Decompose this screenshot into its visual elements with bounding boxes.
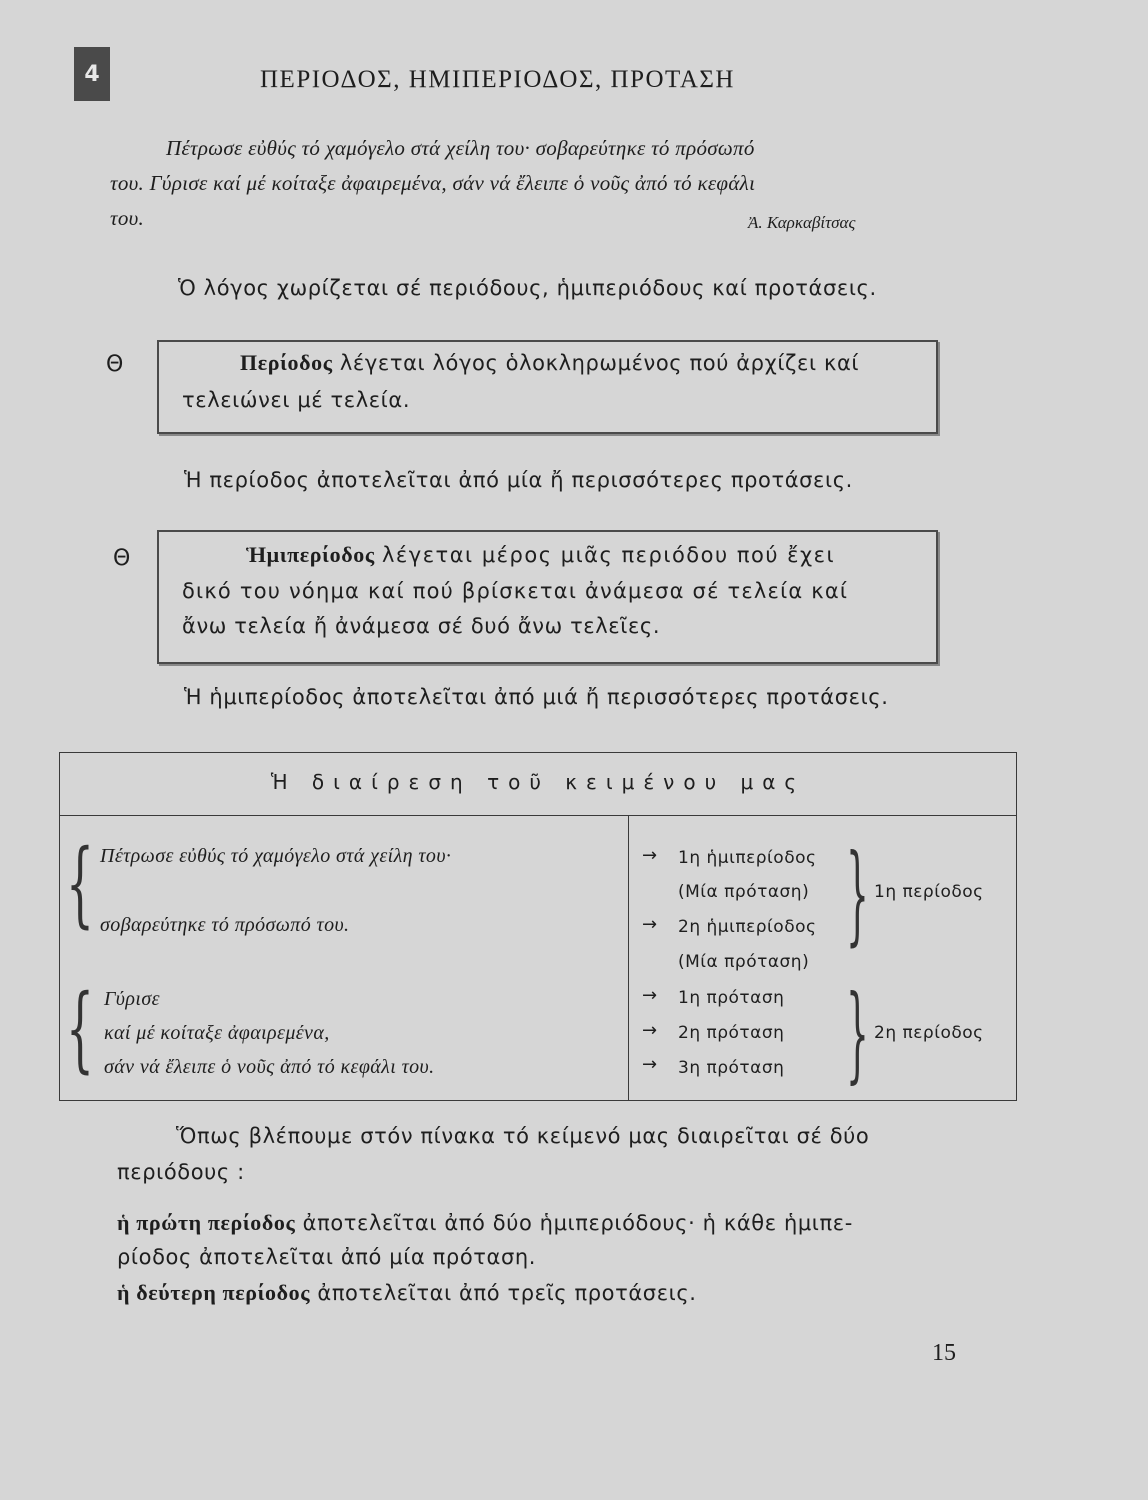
definition-hemiperiod-line-2: δικό του νόημα καί πού βρίσκεται ἀνάμεσα σέ τελεία καί: [182, 579, 849, 603]
table-period2-text-2: καί μέ κοίταξε ἀφαιρεμένα,: [104, 1022, 330, 1044]
first-period-line-1: [117, 1210, 853, 1236]
table-period2-part-1: 1η πρόταση: [678, 988, 785, 1008]
first-period-text: ἀποτελεῖται ἀπό δύο ἡμιπεριόδους· ἡ κάθε ἡμιπε-: [302, 1211, 853, 1235]
table-period1-label: 1η περίοδος: [874, 882, 984, 902]
page-number: 15: [932, 1340, 956, 1366]
arrow-icon: →: [642, 914, 658, 935]
table-period1-part-1: 1η ἡμιπερίοδος: [678, 848, 817, 868]
table-period2-text-1: Γύρισε: [104, 988, 160, 1010]
quote-line-2: του. Γύρισε καί μέ κοίταξε ἀφαιρεμένα, σάν νά ἔλειπε ὁ νοῦς ἀπό τό κεφάλι: [110, 171, 756, 195]
quote-author: Ἀ. Καρκαβίτσας: [748, 213, 856, 232]
table-period1-part-3: 2η ἡμιπερίοδος: [678, 917, 817, 937]
table-header-rule: [59, 815, 1017, 816]
term-second-period: ἡ δεύτερη περίοδος: [117, 1280, 311, 1305]
arrow-icon: →: [642, 1020, 658, 1041]
conclusion-line-1: Ὅπως βλέπουμε στόν πίνακα τό κείμενό μας διαιρεῖται σέ δύο: [176, 1124, 870, 1148]
chapter-title: ΠΕΡΙΟΔΟΣ, ΗΜΙΠΕΡΙΟΔΟΣ, ΠΡΟΤΑΣΗ: [260, 66, 735, 93]
conclusion-line-2: περιόδους :: [117, 1160, 245, 1184]
definition-period-line-2: τελειώνει μέ τελεία.: [182, 388, 411, 412]
definition-hemiperiod-text: λέγεται μέρος μιᾶς περιόδου πού ἔχει: [382, 543, 836, 567]
table-column-divider: [628, 816, 629, 1100]
table-period2-label: 2η περίοδος: [874, 1023, 984, 1043]
definition-period-line-1: [240, 350, 859, 376]
theorem-marker-icon: Θ: [113, 546, 131, 571]
term-first-period: ἡ πρώτη περίοδος: [117, 1210, 296, 1235]
second-period-text: ἀποτελεῖται ἀπό τρεῖς προτάσεις.: [317, 1281, 697, 1305]
table-period1-text-2: σοβαρεύτηκε τό πρόσωπό του.: [100, 914, 350, 936]
arrow-icon: →: [642, 985, 658, 1006]
definition-period-text: λέγεται λόγος ὁλοκληρωμένος πού ἀρχίζει καί: [339, 351, 860, 375]
table-period1-part-2: (Μία πρόταση): [678, 882, 810, 902]
theorem-marker-icon: Θ: [106, 352, 124, 377]
second-period-line: [117, 1280, 697, 1306]
table-title: Ἡ διαίρεση τοῦ κειμένου μας: [270, 770, 806, 794]
table-period1-part-4: (Μία πρόταση): [678, 952, 810, 972]
left-brace-icon: {: [66, 831, 94, 939]
table-period2-text-3: σάν νά ἔλειπε ὁ νοῦς ἀπό τό κεφάλι του.: [104, 1056, 435, 1078]
term-hemiperiod: Ἡμιπερίοδος: [246, 542, 375, 567]
table-period2-part-2: 2η πρόταση: [678, 1023, 785, 1043]
hemiperiod-note: Ἡ ἡμιπερίοδος ἀποτελεῖται ἀπό μιά ἤ περισσότερες προτάσεις.: [184, 685, 889, 709]
intro-sentence: Ὁ λόγος χωρίζεται σέ περιόδους, ἡμιπεριόδους καί προτάσεις.: [178, 276, 877, 300]
definition-hemiperiod-line-1: [246, 542, 835, 568]
arrow-icon: →: [642, 1054, 658, 1075]
arrow-icon: →: [642, 845, 658, 866]
term-period: Περίοδος: [240, 350, 333, 375]
left-brace-icon: {: [66, 976, 94, 1084]
quote-line-3: του.: [110, 206, 145, 230]
definition-hemiperiod-line-3: ἄνω τελεία ἤ ἀνάμεσα σέ δυό ἄνω τελεῖες.: [182, 614, 661, 638]
right-brace-icon: }: [846, 976, 869, 1096]
right-brace-icon: }: [846, 835, 869, 958]
period-note: Ἡ περίοδος ἀποτελεῖται ἀπό μία ἤ περισσότερες προτάσεις.: [184, 468, 853, 492]
chapter-number-badge: 4: [74, 47, 110, 101]
quote-line-1: Πέτρωσε εὐθύς τό χαμόγελο στά χείλη του· σοβαρεύτηκε τό πρόσωπό: [166, 136, 755, 160]
table-period1-text-1: Πέτρωσε εὐθύς τό χαμόγελο στά χείλη του·: [100, 845, 452, 867]
table-period2-part-3: 3η πρόταση: [678, 1058, 785, 1078]
first-period-line-2: ρίοδος ἀποτελεῖται ἀπό μία πρόταση.: [117, 1245, 537, 1269]
